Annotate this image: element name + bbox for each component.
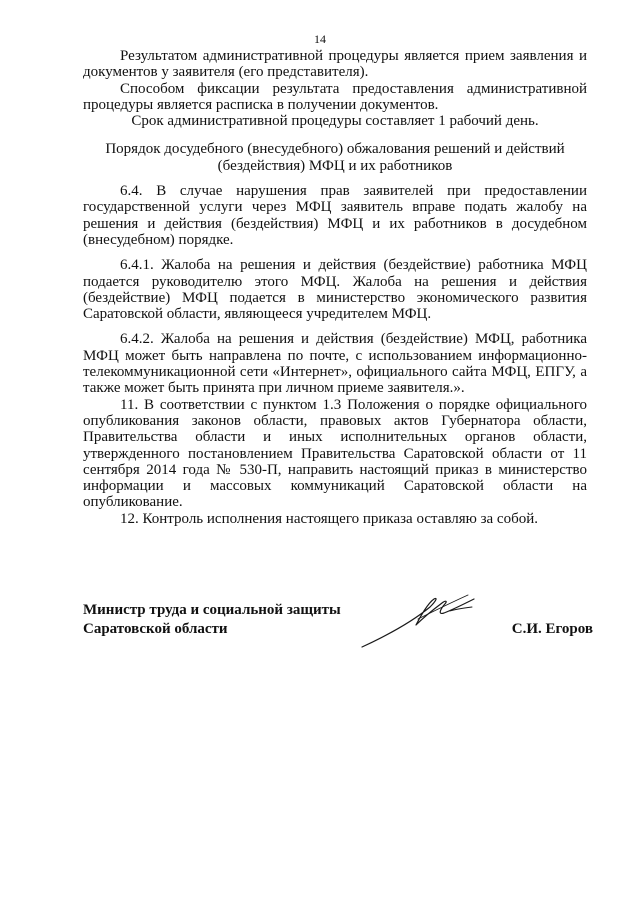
paragraph-6-4: 6.4. В случае нарушения прав заявителей при предоставлении государственной услуги через МФЦ заявитель вправе подать жалобу на решения и действия (бездействия) МФЦ и их работников в досудебном (внесудебном) порядке.: [83, 183, 587, 248]
paragraph-fixation: Способом фиксации результата предоставления административной процедуры является расписка в получении документов.: [83, 80, 587, 113]
paragraph-11: 11. В соответствии с пунктом 1.3 Положения о порядке официального опубликования законов области, правовых актов Губернатора области, Правительства области и иных исполнительных органов области, утвержденного постановлением Правительства Саратовской области от 11 сентября 2014 года № 530-П, направить настоящий приказ в министерство информации и массовых коммуникаций Саратовской области на опубликование.: [83, 396, 587, 511]
signatory-title-line-2: Саратовской области: [83, 621, 228, 637]
paragraph-deadline: Срок административной процедуры составляет 1 рабочий день.: [131, 113, 539, 130]
signatory-title: [83, 601, 341, 639]
paragraph-12: 12. Контроль исполнения настоящего приказа оставляю за собой.: [120, 510, 539, 527]
handwritten-signature: [358, 591, 478, 651]
paragraph-6-4-2: 6.4.2. Жалоба на решения и действия (бездействие) МФЦ, работника МФЦ может быть направлена по почте, с использованием информационно-телекоммуникационной сети «Интернет», официального сайта МФЦ, ЕПГУ, а также может быть принята при личном приеме заявителя.».: [83, 331, 587, 397]
document-body: [83, 48, 587, 527]
signatory-name: С.И. Егоров: [511, 621, 593, 637]
paragraph-result: Результатом административной процедуры является прием заявления и документов у заявителя (его представителя).: [83, 48, 587, 81]
page-number: 14: [314, 32, 326, 46]
paragraph-6-4-1: 6.4.1. Жалоба на решения и действия (бездействие) работника МФЦ подается руководителю этого МФЦ. Жалоба на решения и действия (бездействие) МФЦ подается в министерство экономического развития Саратовской области, являющееся учредителем МФЦ.: [83, 257, 587, 323]
signatory-title-line-1: Министр труда и социальной защиты: [83, 602, 341, 618]
section-heading: Порядок досудебного (внесудебного) обжалования решений и действий (бездействия) МФЦ и их работников: [105, 141, 565, 174]
signature-block: [83, 601, 593, 661]
